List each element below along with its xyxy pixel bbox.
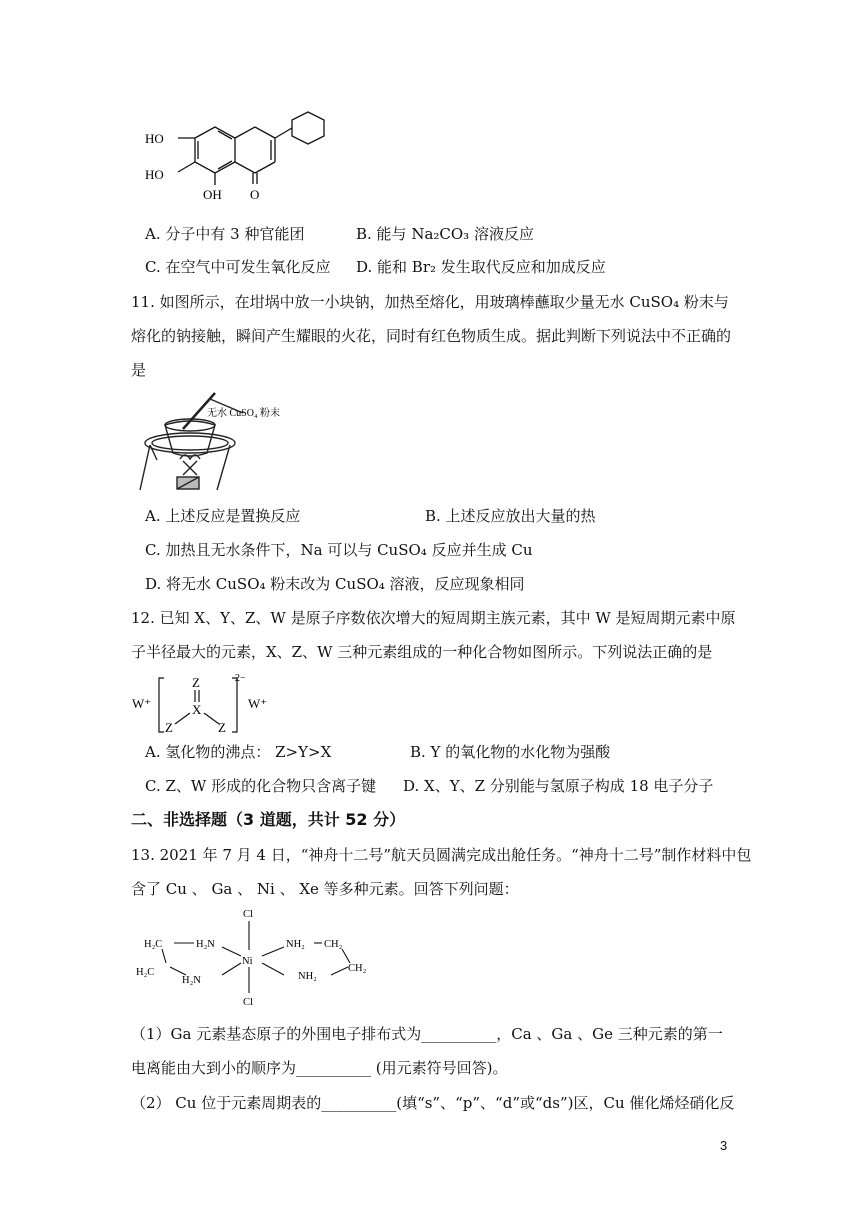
- cation-w-left: W⁺: [132, 696, 152, 711]
- cl-top-label: Cl: [243, 909, 253, 920]
- section-heading: 二、非选择题（3 道题，共计 52 分）: [131, 810, 406, 829]
- q13-part2-line1: （2） Cu 位于元素周期表的__________(填“s”、“p”、“d”或“ds”)区，Cu 催化烯烃硝化反: [131, 1094, 735, 1112]
- q11-stem-2: 熔化的钠接触，瞬间产生耀眼的火花，同时有红色物质生成。据此判断下列说法中不正确的: [131, 327, 732, 345]
- page-number: 3: [720, 1138, 728, 1153]
- q12-stem-1: 12. 已知 X、Y、Z、W 是原子序数依次增大的短周期主族元素，其中 W 是短周期元素中原: [131, 609, 736, 627]
- crucible-apparatus: [135, 385, 305, 495]
- atom-z-right: Z: [218, 720, 226, 735]
- cation-w-right: W⁺: [248, 696, 268, 711]
- h2n-label-2: H₂N: [182, 975, 201, 986]
- ch2-label-2: CH₂: [348, 963, 367, 974]
- q10-option-c: C. 在空气中可发生氧化反应: [145, 258, 331, 276]
- atom-x-center: X: [192, 702, 202, 717]
- atom-z-left: Z: [165, 720, 173, 735]
- q12-stem-2: 子半径最大的元素，X、Z、W 三种元素组成的一种化合物如图所示。下列说法正确的是: [131, 643, 713, 661]
- ni-center-label: Ni: [242, 956, 253, 967]
- q13-part1-line1: （1）Ga 元素基态原子的外围电子排布式为__________，Ca 、Ga 、Ge 三种元素的第一: [131, 1025, 723, 1043]
- h2c-label-1: H₂C: [144, 939, 163, 950]
- nh2-label-1: NH₂: [286, 939, 305, 950]
- x-z-w-compound-structure: [128, 670, 288, 738]
- q12-option-a: A. 氢化物的沸点： Z>Y>X: [145, 743, 332, 761]
- ho-label-2: HO: [145, 167, 164, 182]
- q12-option-d: D. X、Y、Z 分别能与氢原子构成 18 电子分子: [403, 777, 714, 795]
- q11-option-c: C. 加热且无水条件下，Na 可以与 CuSO₄ 反应并生成 Cu: [145, 541, 533, 559]
- q10-option-a: A. 分子中有 3 种官能团: [145, 225, 305, 243]
- q13-stem-1: 13. 2021 年 7 月 4 日，“神舟十二号”航天员圆满完成出舱任务。“神舟十二号”制作材料中包: [131, 846, 752, 864]
- q11-option-d: D. 将无水 CuSO₄ 粉末改为 CuSO₄ 溶液，反应现象相同: [145, 575, 525, 593]
- nickel-complex-structure: [136, 905, 386, 1010]
- q13-stem-2: 含了 Cu 、 Ga 、 Ni 、 Xe 等多种元素。回答下列问题：: [131, 880, 519, 898]
- q10-option-d: D. 能和 Br₂ 发生取代反应和加成反应: [356, 258, 606, 276]
- q11-option-a: A. 上述反应是置换反应: [145, 507, 301, 525]
- anion-charge: 2−: [235, 673, 246, 684]
- ho-label-1: HO: [145, 131, 164, 146]
- oh-label: OH: [203, 187, 222, 202]
- q11-stem-3: 是: [131, 361, 147, 379]
- h2c-label-2: H₂C: [136, 967, 155, 978]
- figure-label-cuso4: 无水 CuSO₄ 粉末: [207, 408, 280, 419]
- q12-option-c: C. Z、W 形成的化合物只含离子键: [145, 777, 377, 795]
- nh2-label-2: NH₂: [298, 971, 317, 982]
- q10-option-b: B. 能与 Na₂CO₃ 溶液反应: [356, 225, 534, 243]
- ch2-label-1: CH₂: [324, 939, 343, 950]
- cl-bottom-label: Cl: [243, 997, 253, 1008]
- q11-stem-1: 11. 如图所示，在坩埚中放一小块钠，加热至熔化，用玻璃棒蘸取少量无水 CuSO₄ 粉末与: [131, 293, 729, 311]
- atom-z-top: Z: [192, 675, 200, 690]
- carbonyl-o-label: O: [250, 187, 260, 202]
- flavone-structure: [140, 110, 340, 205]
- q13-part1-line2: 电离能由大到小的顺序为__________ (用元素符号回答)。: [131, 1059, 508, 1077]
- q12-option-b: B. Y 的氧化物的水化物为强酸: [410, 743, 611, 761]
- h2n-label-1: H₂N: [196, 939, 215, 950]
- q11-option-b: B. 上述反应放出大量的热: [425, 507, 596, 525]
